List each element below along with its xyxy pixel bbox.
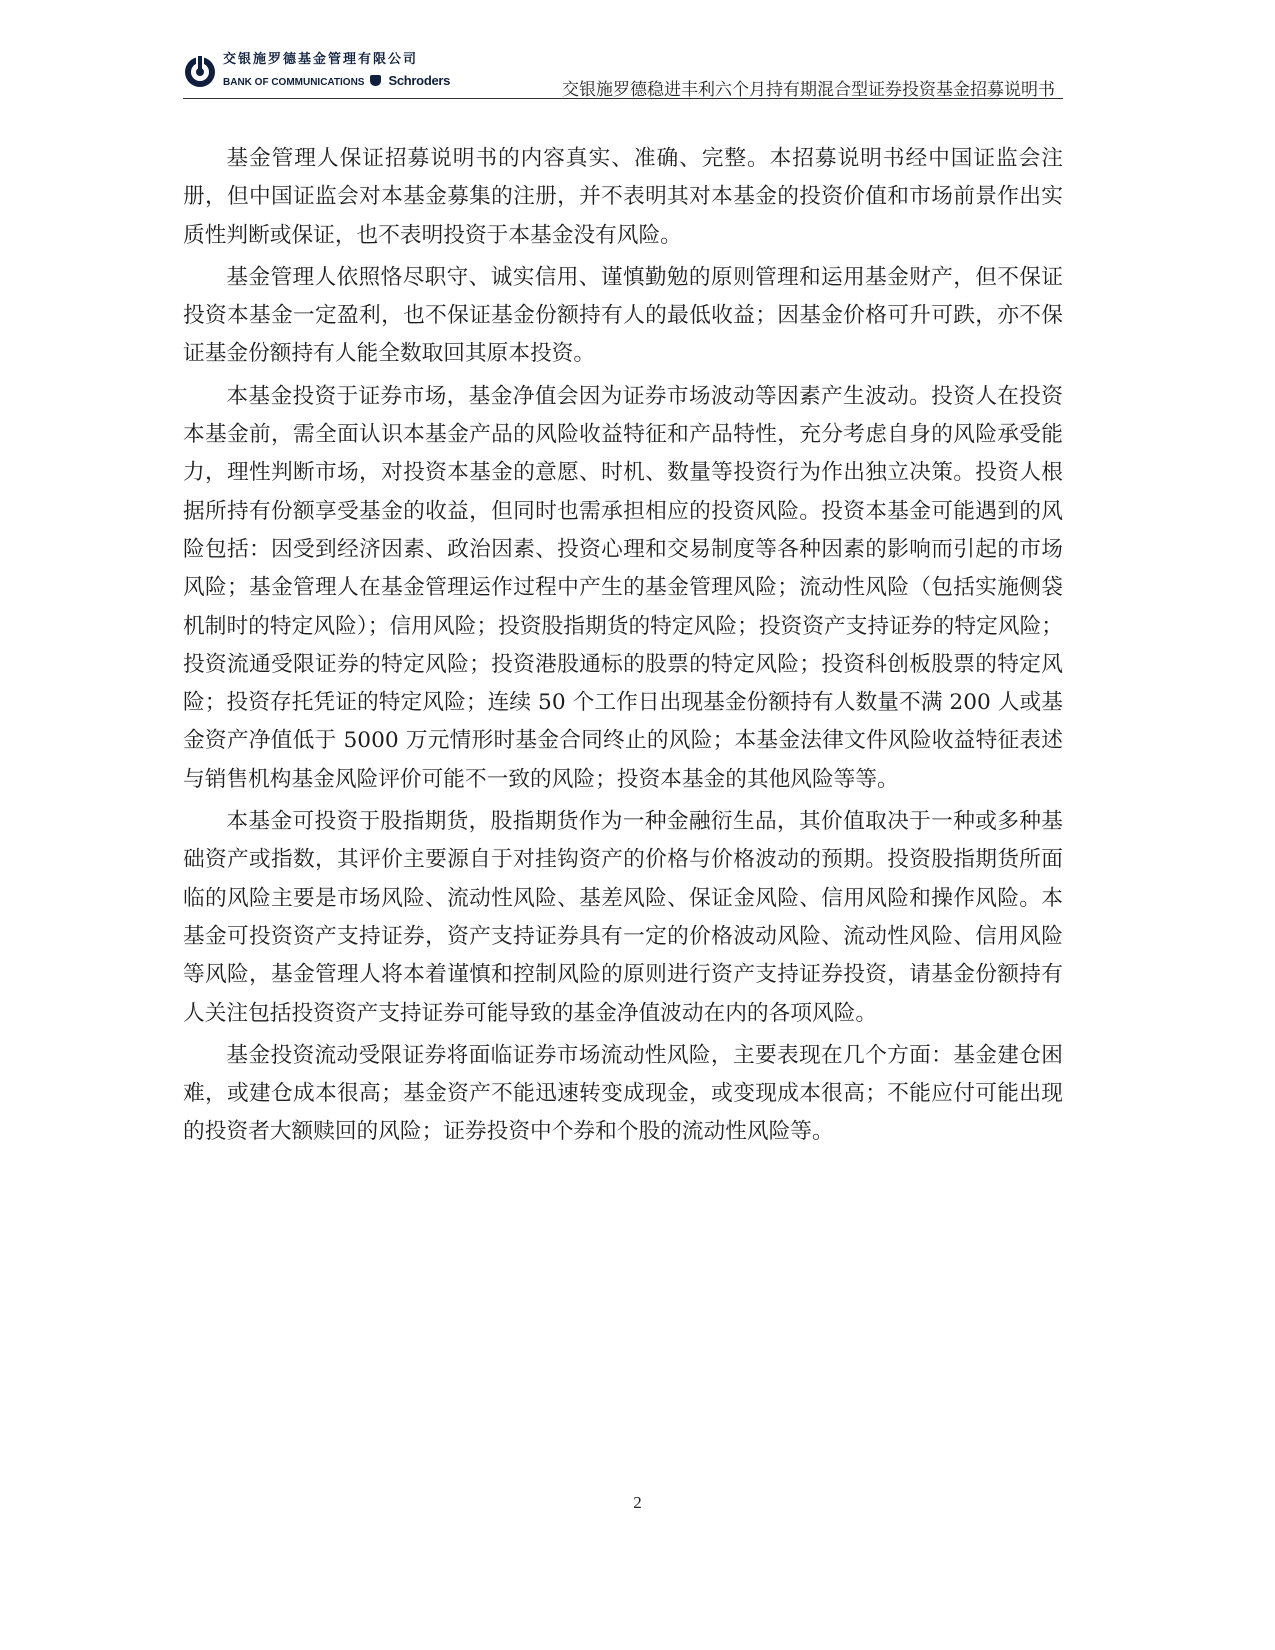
document-body [183,140,1063,1152]
schroders-crest-icon [370,75,381,86]
paragraph: 本基金可投资于股指期货，股指期货作为一种金融衍生品，其价值取决于一种或多种基础资产或指数，其评价主要源自于对挂钩资产的价格与价格波动的预期。投资股指期货所面临的风险主要是市场风险、流动性风险、基差风险、保证金风险、信用风险和操作风险。本基金可投资资产支持证券，资产支持证券具有一定的价格波动风险、流动性风险、信用风险等风险，基金管理人将本着谨慎和控制风险的原则进行资产支持证券投资，请基金份额持有人关注包括投资资产支持证券可能导致的基金净值波动在内的各项风险。 [183,809,1063,1026]
paragraph: 基金管理人依照恪尽职守、诚实信用、谨慎勤勉的原则管理和运用基金财产，但不保证投资本基金一定盈利，也不保证基金份额持有人的最低收益；因基金价格可升可跌，亦不保证基金份额持有人能全数取回其原本投资。 [183,264,1063,367]
company-name-cn: 交银施罗德基金管理有限公司 [223,52,419,67]
page-number: 2 [633,1493,642,1512]
company-name-en [223,73,450,88]
page-header [183,44,1063,100]
header-divider [183,98,1063,99]
company-logo [183,44,483,94]
bank-name: BANK OF COMMUNICATIONS [223,77,365,88]
paragraph: 基金投资流动受限证券将面临证券市场流动性风险，主要表现在几个方面：基金建仓困难，或建仓成本很高；基金资产不能迅速转变成现金，或变现成本很高；不能应付可能出现的投资者大额赎回的风险；证券投资中个券和个股的流动性风险等。 [183,1042,1063,1145]
partner-name: Schroders [388,73,451,88]
paragraph: 基金管理人保证招募说明书的内容真实、准确、完整。本招募说明书经中国证监会注册，但中国证监会对本基金募集的注册，并不表明其对本基金的投资价值和市场前景作出实质性判断或保证，也不表明投资于本基金没有风险。 [183,146,1063,248]
document-title: 交银施罗德稳进丰利六个月持有期混合型证券投资基金招募说明书 [562,80,1055,100]
paragraph: 本基金投资于证券市场，基金净值会因为证券市场波动等因素产生波动。投资人在投资本基金前，需全面认识本基金产品的风险收益特征和产品特性，充分考虑自身的风险承受能力，理性判断市场，对投资本基金的意愿、时机、数量等投资行为作出独立决策。投资人根据所持有份额享受基金的收益，但同时也需承担相应的投资风险。投资本基金可能遇到的风险包括：因受到经济因素、政治因素、投资心理和交易制度等各种因素的影响而引起的市场风险；基金管理人在基金管理运作过程中产生的基金管理风险；流动性风险（包括实施侧袋机制时的特定风险）；信用风险；投资股指期货的特定风险；投资资产支持证券的特定风险；投资流通受限证券的特定风险；投资港股通标的股票的特定风险；投资科创板股票的特定风险；投资存托凭证的特定风险；连续 50 个工作日出现基金份额持有人数量不满 200 人或基金资产净值低于 5000 万元情形时基金合同终止的风险；本基金法律文件风险收益特征表述与销售机构基金风险评价可能不一致的风险；投资本基金的其他风险等等。 [183,383,1063,792]
bocom-logo-icon [183,54,217,88]
